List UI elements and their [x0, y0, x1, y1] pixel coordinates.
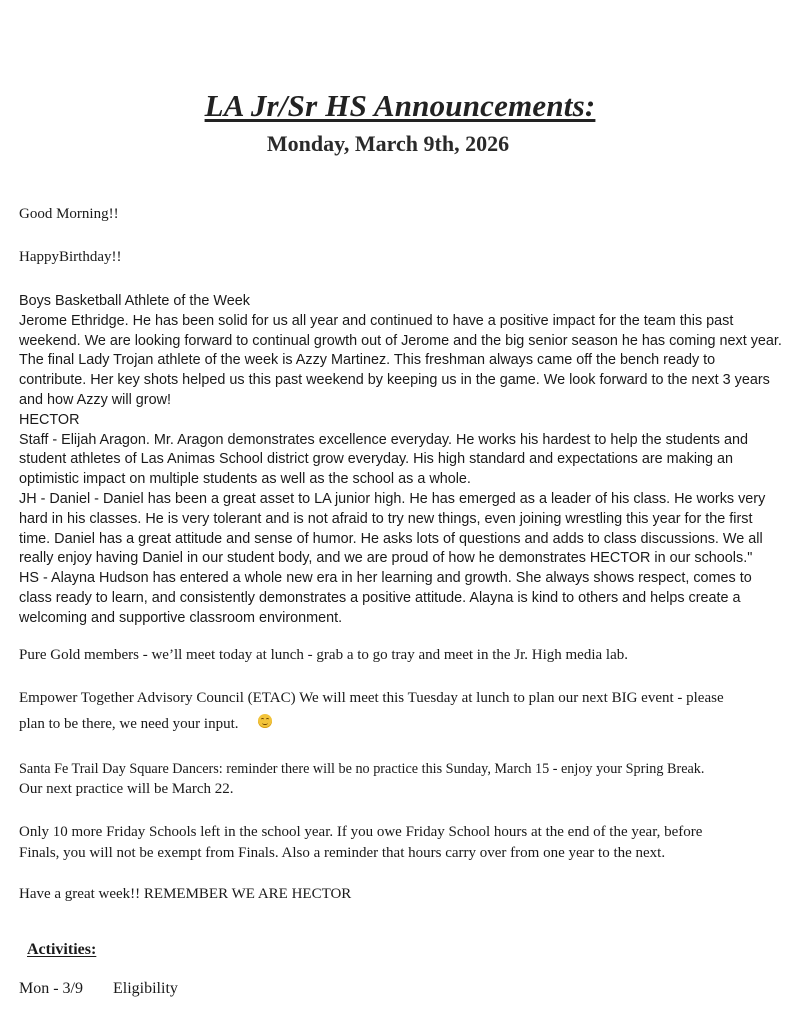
hector-line: optimistic impact on multiple students as well as the school as a whole. [19, 471, 471, 488]
friday-school-line: Only 10 more Friday Schools left in the school year. If you owe Friday School hours at the end of the year, before [19, 824, 703, 840]
athlete-line: contribute. Her key shots helped us this past weekend by keeping us in the game. We look forward to the next 3 years [19, 372, 770, 389]
hector-line: HS - Alayna Hudson has entered a whole new era in her learning and growth. She always shows respect, comes to [19, 570, 752, 587]
friday-school-line: Finals, you will not be exempt from Finals. Also a reminder that hours carry over from one year to the next. [19, 845, 666, 861]
announcement-date: Monday, March 9th, 2026 [266, 131, 510, 156]
activity-date: Mon - 3/9 [19, 980, 83, 997]
athlete-line: weekend. We are looking forward to continual growth out of Jerome and the big senior season he has coming next year. [19, 332, 782, 349]
hector-line: hard in his classes. He is very tolerant and is not afraid to try new things, even joining wrestling this year for the first [19, 510, 753, 527]
athlete-of-week-section [19, 292, 789, 629]
etac-line: Empower Together Advisory Council (ETAC) We will meet this Tuesday at lunch to plan our next BIG event - please [19, 690, 724, 706]
page-title: LA Jr/Sr HS Announcements: [204, 88, 596, 123]
closing-message: Have a great week!! REMEMBER WE ARE HECTOR [19, 886, 352, 902]
athlete-line: Boys Basketball Athlete of the Week [19, 293, 250, 309]
activities-heading: Activities: [27, 941, 97, 958]
square-dancers-line: Santa Fe Trail Day Square Dancers: reminder there will be no practice this Sunday, March 15 - enjoy your Spring Break. [19, 761, 705, 777]
athlete-line: Jerome Ethridge. He has been solid for us all year and continued to have a positive impact for the team this past [19, 312, 734, 329]
birthday-heading: HappyBirthday!! [19, 249, 122, 265]
smiley-face-icon [258, 714, 272, 728]
hector-heading: HECTOR [19, 411, 80, 428]
hector-line: time. Daniel has a great attitude and sense of humor. He asks lots of questions and adds to class discussions. We all [19, 530, 763, 547]
greeting: Good Morning!! [19, 206, 119, 222]
athlete-line: The final Lady Trojan athlete of the week is Azzy Martinez. This freshman always came off the bench ready to [19, 352, 716, 369]
activity-event: Eligibility [113, 980, 178, 997]
hector-line: Staff - Elijah Aragon. Mr. Aragon demonstrates excellence everyday. He works his hardest to help the students and [19, 431, 748, 448]
square-dancers-line: Our next practice will be March 22. [19, 781, 234, 797]
athlete-line: and how Azzy will grow! [19, 391, 171, 408]
hector-line: JH - Daniel - Daniel has been a great asset to LA junior high. He has emerged as a leader of his class. He works very [19, 490, 766, 507]
hector-line: class ready to learn, and consistently demonstrates a positive attitude. Alayna is kind to others and helps create a [19, 589, 741, 606]
hector-line: student athletes of Las Animas School district grow everyday. His high standard and expectations are making an [19, 451, 734, 468]
hector-line: welcoming and supportive classroom environment. [19, 609, 343, 626]
pure-gold-announcement: Pure Gold members - we’ll meet today at lunch - grab a to go tray and meet in the Jr. High media lab. [19, 647, 628, 663]
hector-line: really enjoy having Daniel in our student body, and we are proud of how he demonstrates HECTOR in our schools." [19, 550, 753, 567]
etac-line: plan to be there, we need your input. [19, 716, 239, 732]
